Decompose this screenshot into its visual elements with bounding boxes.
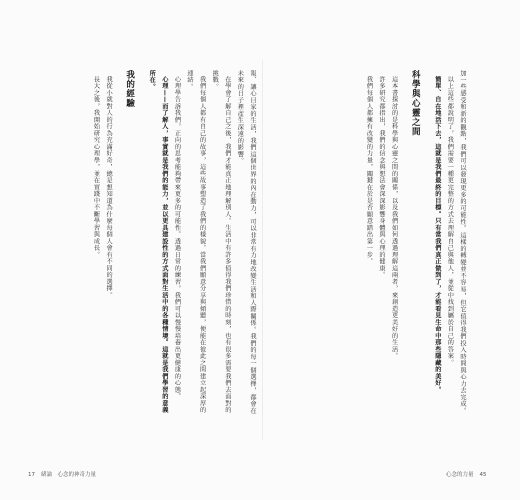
right-page [278, 70, 468, 430]
left-bold-paragraph: 心理——而了解人，事實就是我們的能力，並以更具建設性的方式面對生活中的各種情境。這就是我們學習的意義所在。 [148, 70, 168, 414]
right-page-number: 45 [479, 472, 487, 478]
right-running-title: 心念的力量 [446, 472, 474, 478]
left-page [68, 70, 258, 430]
left-paragraph: 報、讓心目家的生活，我們這個世界的內在動力，可以非常有力地改變生活和人際關係。我們的每一個選擇，都會在未來的日子裡產生深遠的影響。 [236, 70, 256, 415]
left-paragraph: 在學會了解自己之後，我們才能真正地理解別人。生活中有許多值得我們珍惜的時刻，也有很多需要我們去面對的挑戰。 [211, 70, 231, 414]
left-paragraph: 我從小就對人的行為充滿好奇，總是想知道為什麼每個人會有不同的選擇。 [105, 76, 113, 299]
left-page-footer [28, 470, 102, 478]
left-running-title: 緒論 心念的神奇力量 [41, 472, 97, 478]
right-paragraph: 這本書探討的是科學與心靈之間的關係，以及我們如何透過理解這兩者，來創造更美好的生活。 [390, 76, 398, 360]
left-paragraph: 心理學告訴我們，正向的思考能夠帶來更多的可能性。透過日常的練習，我們可以慢慢培養出更健康的心態。 [173, 76, 181, 401]
right-page-text [362, 70, 468, 420]
right-paragraph: 加一些感受和新的觀點，我們可以發現更多的可能性。這樣的轉變並不容易，但它值得我們投入時間與心力去完成。 [459, 70, 466, 415]
right-bold-paragraph: 簡單、自在地活下去，這就是我們最終的目標。只有當我們真正做到了，才能看見生命中那些隱藏的美好。 [433, 76, 441, 394]
right-paragraph: 以上這些都說明了，我們需要一種更完整的方式去理解自己與他人，並從中找到屬於自己的答案。 [446, 76, 454, 367]
right-paragraph: 我們每個人都擁有改變的力量，關鍵在於是否願意踏出第一步。 [365, 76, 373, 266]
book-gutter [262, 60, 263, 440]
right-section-heading: 科學與心靈之間 [410, 70, 421, 137]
right-page-footer [446, 470, 493, 478]
left-section-heading: 我的經驗 [124, 70, 135, 108]
left-paragraph: 長大之後，我開始研究心理學，並在實踐中不斷學習與成長。 [92, 76, 100, 259]
left-paragraph: 我們每個人都有自己的故事，這些故事塑造了我們的樣貌。當我們願意分享與傾聽，便能在彼此之間建立起深厚的連結。 [186, 70, 206, 414]
right-paragraph: 許多研究都指出，我們的信念與想法會深深影響身體與心理的健康。 [378, 76, 386, 279]
left-page-text [89, 70, 258, 420]
left-page-number: 17 [28, 472, 35, 478]
